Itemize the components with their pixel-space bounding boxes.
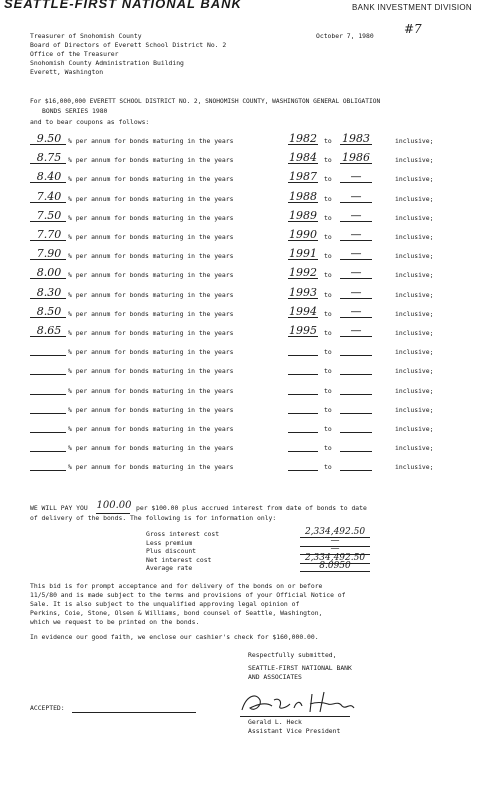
to-year: —	[350, 304, 362, 318]
row-prefix: % per annum for bonds maturing in the years	[68, 156, 234, 165]
inclusive-word: inclusive;	[395, 425, 434, 433]
coupon-rate: 7.70	[36, 228, 62, 241]
coupon-rate: 8.40	[36, 170, 62, 184]
row-prefix: % per annum for bonds maturing in the years	[68, 213, 234, 222]
to-year-blank	[340, 413, 372, 414]
row-prefix: % per annum for bonds maturing in the years	[68, 252, 234, 261]
from-year: 1989	[289, 208, 317, 222]
inclusive-word: inclusive;	[395, 444, 434, 453]
inclusive-word: inclusive;	[395, 252, 434, 261]
coupon-row	[30, 343, 480, 361]
coupon-row	[30, 324, 480, 342]
condition-line: which we request to be printed on the bonds.	[30, 618, 200, 626]
inclusive-word: inclusive;	[395, 348, 434, 357]
inclusive-word: inclusive;	[395, 367, 434, 376]
row-prefix: % per annum for bonds maturing in the years	[68, 233, 234, 241]
from-year: 1995	[289, 324, 317, 337]
summary-value: —	[330, 544, 340, 555]
inclusive-word: inclusive;	[395, 290, 434, 299]
coupon-row	[30, 458, 480, 476]
accepted-signature-line	[72, 712, 196, 713]
to-year: —	[350, 208, 362, 222]
inclusive-word: inclusive;	[395, 213, 434, 222]
letter-date: October 7, 1980	[316, 32, 374, 40]
to-year-blank	[340, 470, 372, 471]
from-year-blank	[288, 413, 318, 414]
to-word: to	[324, 271, 332, 280]
to-year: 1986	[342, 151, 370, 165]
to-word: to	[324, 213, 332, 222]
summary-label: Net interest cost	[146, 555, 212, 564]
row-prefix: % per annum for bonds maturing in the years	[68, 405, 234, 414]
to-word: to	[324, 233, 332, 241]
rate-blank	[30, 355, 66, 356]
address-line: Office of the Treasurer	[30, 50, 119, 58]
coupon-row	[30, 439, 480, 457]
payment-amount: 100.00	[96, 500, 132, 511]
coupon-row	[30, 247, 480, 265]
address-line: Board of Directors of Everett School District No. 2	[30, 41, 227, 49]
coupon-row	[30, 132, 480, 150]
row-prefix: % per annum for bonds maturing in the years	[68, 290, 234, 299]
coupon-rate: 8.00	[36, 266, 62, 280]
from-year: 1990	[289, 228, 317, 241]
to-word: to	[324, 290, 332, 299]
condition-line: Perkins, Coie, Stone, Olsen & Williams, bond counsel of Seattle, Washington,	[30, 609, 323, 617]
inclusive-word: inclusive;	[395, 175, 434, 184]
summary-value: —	[330, 535, 340, 546]
coupon-row	[30, 190, 480, 208]
coupon-intro: and to bear coupons as follows:	[30, 118, 150, 126]
coupon-row	[30, 401, 480, 419]
coupon-rate: 7.40	[36, 189, 62, 203]
row-prefix: % per annum for bonds maturing in the years	[68, 175, 234, 184]
coupon-row	[30, 170, 480, 188]
row-prefix: % per annum for bonds maturing in the years	[68, 137, 234, 145]
to-year: —	[350, 266, 362, 280]
to-word: to	[324, 175, 332, 184]
row-prefix: % per annum for bonds maturing in the years	[68, 348, 234, 357]
condition-line: This bid is for prompt acceptance and for delivery of the bonds on or before	[30, 582, 323, 590]
from-year-blank	[288, 432, 318, 433]
summary-label: Average rate	[146, 564, 193, 573]
condition-line: Sale. It is also subject to the unqualified approving legal opinion of	[30, 600, 300, 608]
row-prefix: % per annum for bonds maturing in the years	[68, 425, 234, 433]
rate-blank	[30, 432, 66, 433]
summary-value: 2,334,492.50	[304, 552, 366, 563]
inclusive-word: inclusive;	[395, 156, 434, 165]
signer-name: Gerald L. Heck	[248, 718, 302, 726]
to-year-blank	[340, 394, 372, 395]
row-prefix: % per annum for bonds maturing in the years	[68, 309, 234, 318]
signer-title: Assistant Vice President	[248, 727, 341, 735]
coupon-row	[30, 286, 480, 304]
to-word: to	[324, 348, 332, 357]
to-word: to	[324, 425, 332, 433]
payment-suffix: per $100.00 plus accrued interest from date of bonds to date	[136, 504, 367, 512]
from-year-blank	[288, 374, 318, 375]
coupon-rate: 8.75	[36, 151, 62, 165]
from-year: 1984	[289, 151, 317, 165]
inclusive-word: inclusive;	[395, 386, 434, 395]
rate-blank	[30, 470, 66, 471]
closing-regards: Respectfully submitted,	[248, 651, 337, 659]
row-prefix: % per annum for bonds maturing in the years	[68, 463, 234, 472]
firm-name: SEATTLE-FIRST NATIONAL BANK	[248, 664, 352, 672]
inclusive-word: inclusive;	[395, 329, 434, 337]
from-year: 1994	[289, 304, 317, 318]
inclusive-word: inclusive;	[395, 271, 434, 280]
signature-line	[240, 716, 350, 717]
to-word: to	[324, 309, 332, 318]
to-word: to	[324, 329, 332, 337]
from-year-blank	[288, 394, 318, 395]
address-line: Snohomish County Administration Building	[30, 59, 184, 67]
inclusive-word: inclusive;	[395, 309, 434, 318]
to-year-blank	[340, 355, 372, 356]
from-year: 1993	[289, 285, 317, 299]
to-word: to	[324, 137, 332, 145]
inclusive-word: inclusive;	[395, 463, 434, 472]
rate-blank	[30, 451, 66, 452]
rate-blank	[30, 394, 66, 395]
summary-label: Gross interest cost	[146, 530, 220, 538]
to-word: to	[324, 194, 332, 203]
condition-line: 11/5/80 and is made subject to the terms and provisions of your Official Notice of	[30, 591, 346, 599]
row-prefix: % per annum for bonds maturing in the years	[68, 329, 234, 337]
from-year: 1987	[289, 170, 317, 184]
summary-label: Less premium	[146, 538, 193, 547]
from-year-blank	[288, 451, 318, 452]
to-year-blank	[340, 432, 372, 433]
coupon-row	[30, 362, 480, 380]
coupon-row	[30, 305, 480, 323]
summary-label: Plus discount	[146, 547, 197, 556]
to-word: to	[324, 405, 332, 414]
to-year: —	[350, 228, 362, 241]
summary-blank	[300, 571, 370, 572]
coupon-rate: 9.50	[36, 132, 62, 145]
inclusive-word: inclusive;	[395, 405, 434, 414]
good-faith-deposit: In evidence our good faith, we enclose our cashier's check for $160,000.00.	[30, 633, 319, 641]
from-year-blank	[288, 470, 318, 471]
row-prefix: % per annum for bonds maturing in the years	[68, 386, 234, 395]
inclusive-word: inclusive;	[395, 194, 434, 203]
subject-line: For $16,000,000 EVERETT SCHOOL DISTRICT NO. 2, SNOHOMISH COUNTY, WASHINGTON GENERAL OBLIGATION	[30, 98, 381, 105]
coupon-rate: 8.65	[36, 324, 62, 337]
row-prefix: % per annum for bonds maturing in the years	[68, 194, 234, 203]
coupon-rate: 7.90	[36, 247, 62, 261]
row-prefix: % per annum for bonds maturing in the years	[68, 271, 234, 280]
to-year-blank	[340, 451, 372, 452]
to-year: 1983	[342, 132, 370, 145]
coupon-row	[30, 151, 480, 169]
coupon-row	[30, 266, 480, 284]
summary-value: 8.0950	[319, 561, 351, 572]
payment-prefix: WE WILL PAY YOU	[30, 504, 88, 512]
from-year-blank	[288, 355, 318, 356]
rate-blank	[30, 374, 66, 375]
coupon-rate: 8.30	[36, 285, 62, 299]
from-year: 1982	[289, 132, 317, 145]
inclusive-word: inclusive;	[395, 137, 434, 145]
division-name: BANK INVESTMENT DIVISION	[352, 3, 472, 12]
to-year: —	[350, 170, 362, 184]
from-year: 1992	[289, 266, 317, 280]
address-line: Everett, Washington	[30, 68, 104, 76]
inclusive-word: inclusive;	[395, 233, 434, 241]
subject-series: BONDS SERIES 1980	[42, 107, 108, 115]
to-year: —	[350, 189, 362, 203]
coupon-rate: 8.50	[36, 304, 62, 318]
coupon-row	[30, 209, 480, 227]
to-year: —	[350, 247, 362, 261]
row-prefix: % per annum for bonds maturing in the years	[68, 444, 234, 453]
row-prefix: % per annum for bonds maturing in the years	[68, 367, 234, 376]
to-year: —	[350, 324, 362, 337]
firm-associates: AND ASSOCIATES	[248, 673, 302, 681]
coupon-row	[30, 382, 480, 400]
to-word: to	[324, 252, 332, 261]
to-word: to	[324, 367, 332, 376]
coupon-row	[30, 228, 480, 246]
handwritten-signature	[238, 688, 358, 718]
bank-letterhead: SEATTLE-FIRST NATIONAL BANK	[4, 0, 242, 11]
address-line: Treasurer of Snohomish County	[30, 32, 142, 40]
to-word: to	[324, 463, 332, 472]
coupon-rate: 7.50	[36, 208, 62, 222]
to-word: to	[324, 156, 332, 165]
to-word: to	[324, 444, 332, 453]
from-year: 1991	[289, 247, 317, 261]
to-year: —	[350, 285, 362, 299]
to-word: to	[324, 386, 332, 395]
coupon-row	[30, 420, 480, 438]
handwritten-mark: #7	[404, 22, 422, 36]
from-year: 1988	[289, 189, 317, 203]
accepted-label: ACCEPTED:	[30, 704, 65, 712]
summary-value: 2,334,492.50	[304, 527, 366, 537]
rate-blank	[30, 413, 66, 414]
to-year-blank	[340, 374, 372, 375]
payment-line2: of delivery of the bonds. The following is for information only:	[30, 514, 277, 522]
